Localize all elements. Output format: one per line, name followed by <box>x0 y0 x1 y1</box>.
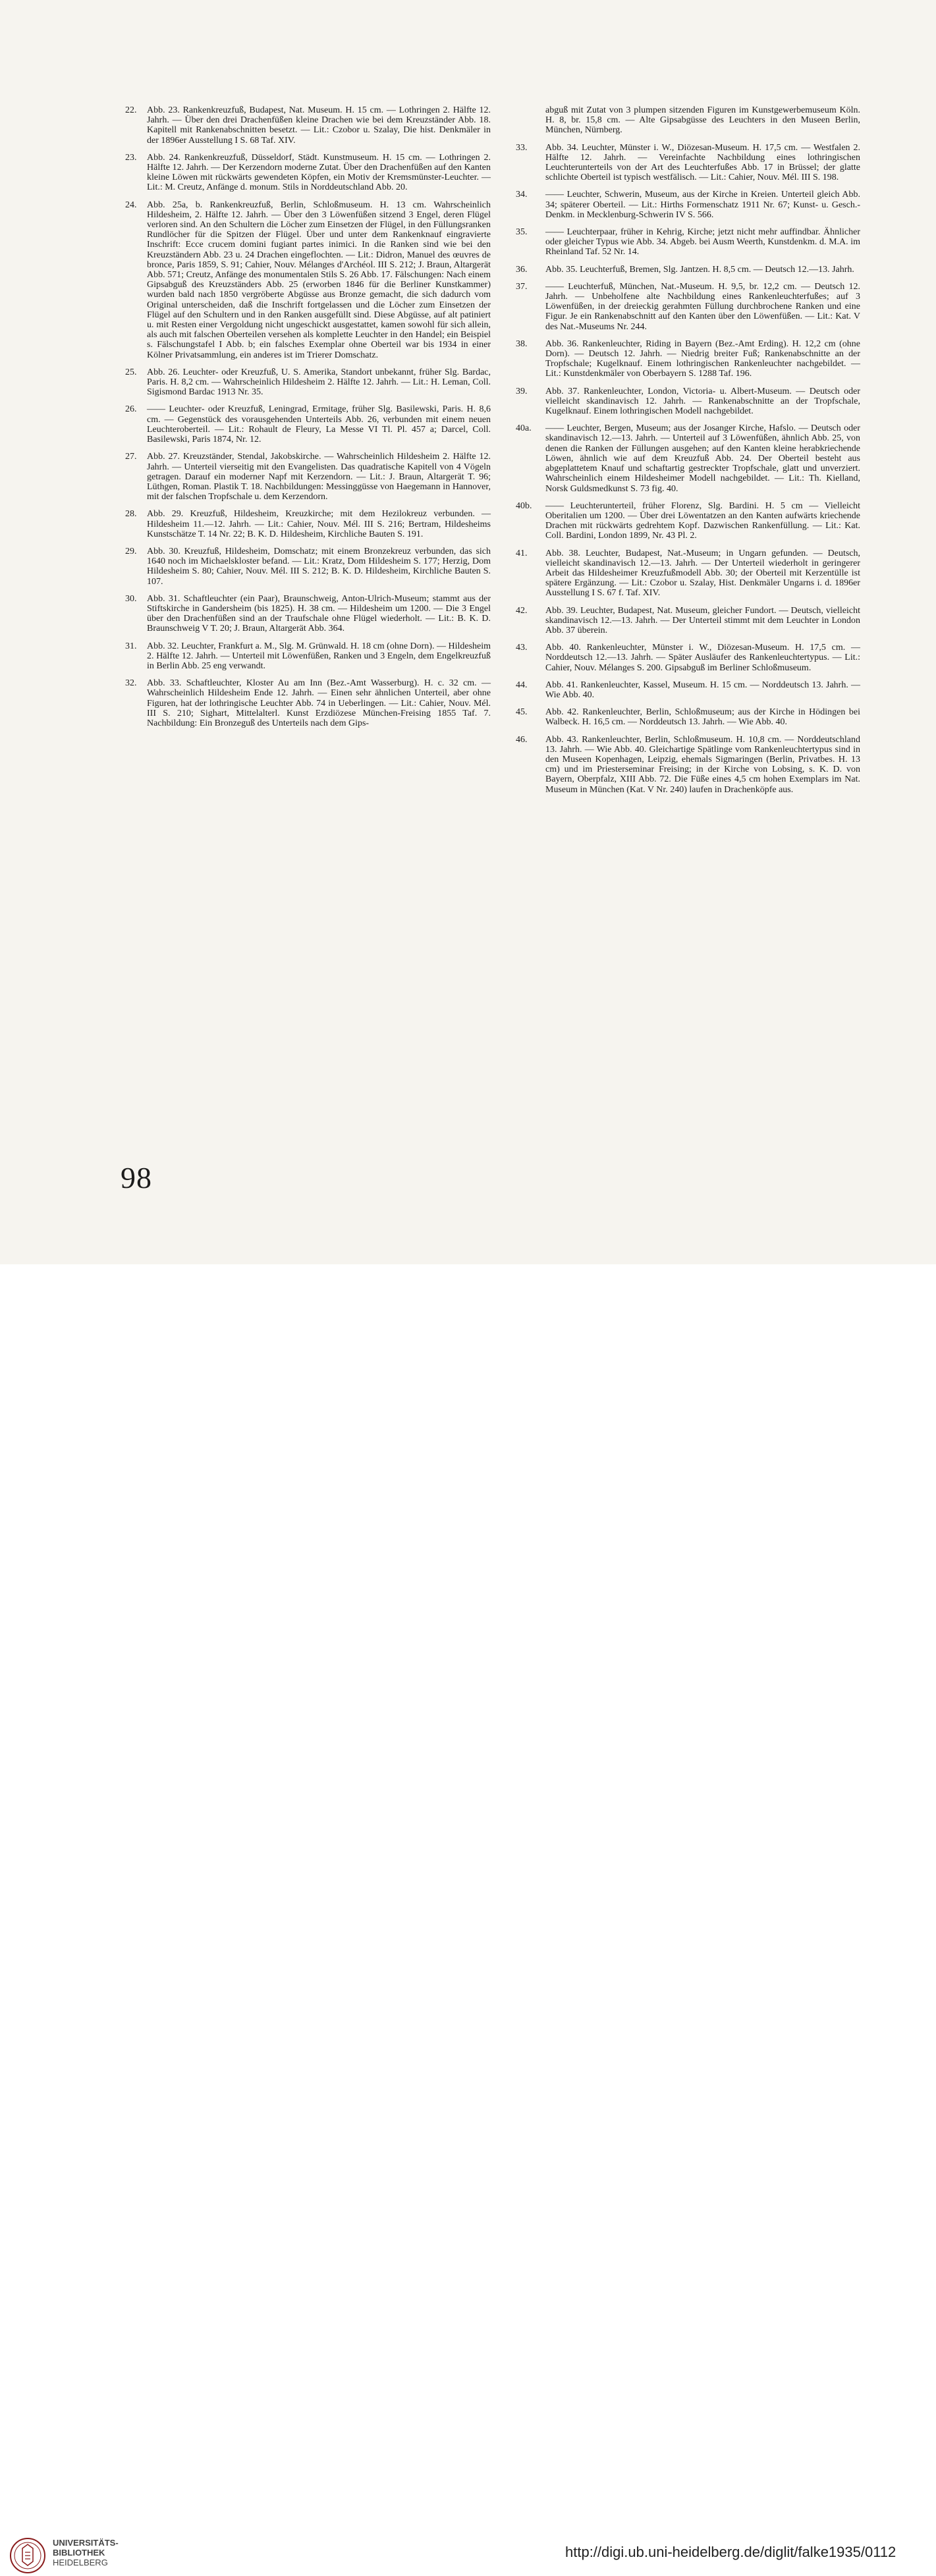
entry-text: —— Leuchterpaar, früher in Kehrig, Kirche; jetzt nicht mehr auffindbar. Ähnlicher oder gleicher Typus wie Abb. 34. Abgeb. bei Ausm Weerth, Kunstdenkm. d. M.A. im Rheinland Taf. 52 Nr. 14. <box>545 227 860 257</box>
catalog-entry <box>516 423 860 493</box>
catalog-entry <box>516 707 860 727</box>
entry-text: Abb. 42. Rankenleuchter, Berlin, Schloßmuseum; aus der Kirche in Hödingen bei Walbeck. H. 16,5 cm. — Norddeutsch 13. Jahrh. — Wie Abb. 40. <box>545 707 860 728</box>
catalog-entry <box>125 509 491 539</box>
library-name <box>53 2538 119 2567</box>
entry-text: Abb. 26. Leuchter- oder Kreuzfuß, U. S. Amerika, Standort unbekannt, früher Slg. Bardac, Paris. H. 8,2 cm. — Wahrscheinlich Hildesheim 2. Hälfte 12. Jahrh. — Lit.: H. Leman, Coll. Sigismond Bardac 1913 Nr. 35. <box>147 367 491 398</box>
entry-text: Abb. 38. Leuchter, Budapest, Nat.-Museum; in Ungarn gefunden. — Deutsch, vielleicht skandinavisch 12.—13. Jahrh. — Der Unterteil wiederholt in geringerer Arbeit das Hildesheimer Kreuzfußmodell Abb. 30; der Oberteil mit Kerzentülle ist spätere Ergänzung. — Lit.: Czobor u. Szalay, Hist. Denkmäler Ungarns i. d. 1896er Ausstellung I S. 67 f. Taf. XIV. <box>545 548 860 599</box>
entry-text: Abb. 30. Kreuzfuß, Hildesheim, Domschatz; mit einem Bronzekreuz verbunden, das sich 1640 noch im Michaelskloster befand. — Lit.: Kratz, Dom Hildesheim S. 177; Herzig, Dom Hildesheim S. 80; Cahier, Nouv. Mél. III S. 212; B. K. D. Hildesheim, Kirchliche Bauten S. 107. <box>147 546 491 587</box>
catalog-entry <box>125 404 491 444</box>
entry-number: 36. <box>516 264 528 275</box>
source-url-link[interactable]: http://digi.ub.uni-heidelberg.de/diglit/falke1935/0112 <box>565 2544 896 2560</box>
catalog-entry <box>125 200 491 360</box>
entry-number: 40a. <box>516 423 532 434</box>
catalog-entry <box>125 678 491 728</box>
catalog-entry <box>516 387 860 417</box>
entry-text: Abb. 36. Rankenleuchter, Riding in Bayern (Bez.-Amt Erding). H. 12,2 cm (ohne Dorn). — Deutsch 12. Jahrh. — Niedrig breiter Fuß; Rankenabschnitte an der Tropfschale; Kugelknauf. Einem lothringischen Rankenleuchter nachgebildet. — Lit.: Kunstdenkmäler von Oberbayern S. 1288 Taf. 196. <box>545 338 860 379</box>
entry-text: Abb. 37. Rankenleuchter, London, Victoria- u. Albert-Museum. — Deutsch oder vielleicht skandinavisch 12. Jahrh. — Rankenabschnitte an der Tropfschale, Kugelknauf. Einem lothringischen Modell nachgebildet. <box>545 386 860 417</box>
catalog-entry <box>516 190 860 220</box>
entry-number: 27. <box>125 452 137 462</box>
entry-text: —— Leuchter- oder Kreuzfuß, Leningrad, Ermitage, früher Slg. Basilewski, Paris. H. 8,6 cm. — Gegenstück des vorausgehenden Unterteils Abb. 26, verbunden mit einem neuen Leuchteroberteil. — Lit.: Rohault de Fleury, La Messe VI Tl. Pl. 457 a; Darcel, Coll. Basilewski, Paris 1874, Nr. 12. <box>147 404 491 445</box>
left-column <box>125 105 491 736</box>
entry-number: 43. <box>516 643 528 653</box>
entry-number: 26. <box>125 404 137 415</box>
entry-text: Abb. 43. Rankenleuchter, Berlin, Schloßmuseum. H. 10,8 cm. — Norddeutschland 13. Jahrh. — Wie Abb. 40. Gleichartige Spätlinge vom Rankenleuchtertypus sind in den Museen Kopenhagen, Leipzig, ehemals Sigmaringen (Berlin, Privatbes. H. 13 cm) und im Priesterseminar Freising; in der Kirche von Lobsing, s. K. D. von Bayern, Oberpfalz, XIII Abb. 72. Die Füße eines 4,5 cm hohen Exemplars im Nat. Museum in München (Kat. V Nr. 240) laufen in Drachenköpfe aus. <box>545 734 860 795</box>
catalog-entry <box>125 641 491 672</box>
entry-text: Abb. 24. Rankenkreuzfuß, Düsseldorf, Städt. Kunstmuseum. H. 15 cm. — Lothringen 2. Hälfte 12. Jahrh. — Der Kerzendorn moderne Zutat. Über den Drachenfüßen auf den Kanten kleine Löwen mit rückwärts gewendeten Köpfen, ein Motiv der Kremsmünster-Leuchter. — Lit.: M. Creutz, Anfänge d. monum. Stils in Norddeutschland Abb. 20. <box>147 152 491 193</box>
catalog-entry <box>516 265 860 275</box>
entry-number: 42. <box>516 605 528 616</box>
entry-number: 32. <box>125 678 137 689</box>
entry-number: 35. <box>516 227 528 238</box>
entry-text: Abb. 34. Leuchter, Münster i. W., Diözesan-Museum. H. 17,5 cm. — Westfalen 2. Hälfte 12. Jahrh. — Vereinfachte Nachbildung eines lothringischen Leuchterunterteils von der Art des Leuchterfußes Abb. 17 in Brüssel; der glatte schlichte Oberteil ist typisch westfälisch. — Lit.: Cahier, Nouv. Mél. III S. 198. <box>545 142 860 183</box>
entry-number: 44. <box>516 680 528 690</box>
entry-number: 23. <box>125 152 137 163</box>
entry-text: Abb. 41. Rankenleuchter, Kassel, Museum. H. 15 cm. — Norddeutsch 13. Jahrh. — Wie Abb. 40. <box>545 680 860 700</box>
catalog-entry <box>516 643 860 673</box>
entry-number: 25. <box>125 367 137 377</box>
catalog-entry <box>516 735 860 795</box>
page-number: 98 <box>121 1161 152 1194</box>
entry-text: Abb. 27. Kreuzständer, Stendal, Jakobskirche. — Wahrscheinlich Hildesheim 2. Hälfte 12. Jahrh. — Unterteil vierseitig mit den Evangelisten. Das quadratische Kapitell von 4 Vögeln getragen. Darauf ein moderner Napf mit Kerzendorn. — Lit.: J. Braun, Altargerät T. 96; Lüthgen, Roman. Plastik T. 18. Nachbildungen: Messinggüsse von Haegemann in Hannover, mit der falschen Tropfschale u. dem Kerzendorn. <box>147 452 491 502</box>
catalog-entry <box>516 501 860 541</box>
entry-number: 46. <box>516 734 528 745</box>
library-line-1: UNIVERSITÄTS- <box>53 2538 119 2548</box>
entry-text: —— Leuchterunterteil, früher Florenz, Slg. Bardini. H. 5 cm — Vielleicht Oberitalien um 1200. — Über drei Löwentatzen an den Kanten aufwärts kriechende Drachen mit rückwärts gedrehtem Kopf. Dazwischen Rankenfüllung. — Lit.: Kat. Coll. Bardini, London 1899, Nr. 43 Pl. 2. <box>545 500 860 541</box>
entry-number: 37. <box>516 281 528 292</box>
entry-text: Abb. 25a, b. Rankenkreuzfuß, Berlin, Schloßmuseum. H. 13 cm. Wahrscheinlich Hildesheim, 2. Hälfte 12. Jahrh. — Über den 3 Löwenfüßen sitzend 3 Engel, deren Flügel verloren sind. An den Schultern die Löcher zum Einsetzen der Flügel, in den Füllungsranken Rundlöcher für die Spitzen der Flügel. Über und unter dem Rankenknauf eingravierte Inschrift: Ecce crucem domini fugiant partes inimici. In die Ranken sind wie bei den Kreuzständern Abb. 23 u. 24 Drachen eingeflochten. — Lit.: Didron, Manuel des œuvres de bronce, Paris 1859, S. 91; Cahier, Nouv. Mélanges d'Archéol. III S. 212; J. Braun, Altargerät Abb. 571; Creutz, Anfänge des monumentalen Stils S. 26 Abb. 17. Fälschungen: Nach einem Gipsabguß des Kreuzständers Abb. 25 (erworben 1846 für die Berliner Kunstkammer) wurden bald nach 1850 vergröberte Abgüsse aus Bronze gemacht, die sich dadurch vom Original unterscheiden, daß die Inschrift fortgelassen und die Löcher zum Einsetzen der Flügel auf den Schultern und in den Ranken ausgefüllt sind. Diese Abgüsse, auf alt patiniert u. mit Resten einer Vergoldung nicht ungeschickt ausgestattet, kamen sowohl für sich allein, als auch mit falschen Oberteilen versehen als komplette Leuchter in den Handel; ein Beispiel s. Fälschungstafel I Abb. b; ein falsches Exemplar ohne Oberteil war bis 1934 in einer Kölner Privatsammlung, ein anderes ist im Trierer Domschatz. <box>147 200 491 360</box>
entry-number: 28. <box>125 509 137 520</box>
catalog-entry <box>516 606 860 636</box>
entry-text: Abb. 31. Schaftleuchter (ein Paar), Braunschweig, Anton-Ulrich-Museum; stammt aus der Stiftskirche in Gandersheim (bis 1825). H. 38 cm. — Hildesheim um 1200. — Die 3 Engel über den Drachenfüßen sind an der Traufschale ohne Flügel wiederholt. — Lit.: B. K. D. Braunschweig V T. 20; J. Braun, Altargerät Abb. 364. <box>147 593 491 634</box>
entry-text: Abb. 29. Kreuzfuß, Hildesheim, Kreuzkirche; mit dem Hezilokreuz verbunden. — Hildesheim 11.—12. Jahrh. — Lit.: Cahier, Nouv. Mél. III S. 216; Bertram, Hildesheims Kunstschätze T. 14 Nr. 22; B. K. D. Hildesheim, Kirchliche Bauten S. 191. <box>147 509 491 539</box>
entry-number: 34. <box>516 190 528 200</box>
entry-number: 22. <box>125 105 137 115</box>
entry-text: —— Leuchterfuß, München, Nat.-Museum. H. 9,5, br. 12,2 cm. — Deutsch 12. Jahrh. — Unbeholfene alte Nachbildung eines Rankenleuchterfußes; auf 3 Löwenfüßen, in der dreieckig gerahmten Füllung durchbrochene Ranken und eine Figur. Je ein Rankenabschnitt auf den Kanten über den Löwenfüßen. — Lit.: Kat. V des Nat.-Museums Nr. 244. <box>545 281 860 332</box>
right-column <box>516 105 860 802</box>
entry-text: Abb. 33. Schaftleuchter, Kloster Au am Inn (Bez.-Amt Wasserburg). H. c. 32 cm. — Wahrscheinlich Hildesheim Ende 12. Jahrh. — Einen sehr ähnlichen Unterteil, aber ohne Figuren, hat der lothringische Leuchter Abb. 74 in Ueberlingen. — Lit.: Cahier, Nouv. Mél. III S. 210; Sighart, Mittelalterl. Kunst Erzdiözese München-Freising 1855 Taf. 7. Nachbildung: Ein Bronzeguß des Unterteils nach dem Gips- <box>147 678 491 728</box>
catalog-entry <box>125 367 491 398</box>
entry-text: —— Leuchter, Bergen, Museum; aus der Josanger Kirche, Hafslo. — Deutsch oder skandinavisch 12.—13. Jahrh. — Unterteil auf 3 Löwenfüßen, ähnlich Abb. 25, von denen die Ranken der Füllungen ausgehen; auf den Kanten kleine herabkriechende Löwen, ähnlich wie auf dem Kreuzfuß Abb. 24. Der Oberteil besteht aus abgeplattetem Knauf und schaftartig gestreckter Tropfschale, glatt und unverziert. Wahrscheinlich einem Hildesheimer Modell nachgebildet. — Lit.: Th. Kielland, Norsk Guldsmedkunst S. 73 fig. 40. <box>545 423 860 494</box>
library-line-2: BIBLIOTHEK <box>53 2548 105 2558</box>
entry-number: 33. <box>516 142 528 153</box>
entry-number: 40b. <box>516 500 532 511</box>
catalog-entry <box>516 227 860 257</box>
entry-text: —— Leuchter, Schwerin, Museum, aus der Kirche in Kreien. Unterteil gleich Abb. 34; späterer Oberteil. — Lit.: Hirths Formenschatz 1911 Nr. 67; Kunst- u. Gesch.-Denkm. in Mecklenburg-Schwerin IV S. 566. <box>545 190 860 220</box>
catalog-entry <box>516 339 860 379</box>
entry-number: 24. <box>125 200 137 210</box>
catalog-entry <box>516 105 860 136</box>
catalog-entry <box>125 547 491 587</box>
catalog-entry <box>516 549 860 599</box>
entry-number: 41. <box>516 548 528 558</box>
catalog-entry <box>125 594 491 634</box>
university-seal-icon <box>8 2535 47 2576</box>
footer-bar <box>0 1264 936 2567</box>
entry-text: Abb. 40. Rankenleuchter, Münster i. W., Diözesan-Museum. H. 17,5 cm. — Norddeutsch 12.—13. Jahrh. — Später Ausläufer des Rankenleuchtertypus. — Lit.: Cahier, Nouv. Mélanges S. 200. Gipsabguß im Berliner Schloßmuseum. <box>545 643 860 673</box>
entry-text: abguß mit Zutat von 3 plumpen sitzenden Figuren im Kunstgewerbemuseum Köln. H. 8, br. 15,8 cm. — Alte Gipsabgüsse des Leuchters in den Museen Berlin, München, Nürnberg. <box>545 105 860 136</box>
entry-text: Abb. 35. Leuchterfuß, Bremen, Slg. Jantzen. H. 8,5 cm. — Deutsch 12.—13. Jahrh. <box>545 264 854 275</box>
scanned-page <box>0 0 936 1264</box>
catalog-entry <box>516 143 860 183</box>
entry-number: 38. <box>516 338 528 349</box>
entry-text: Abb. 32. Leuchter, Frankfurt a. M., Slg. M. Grünwald. H. 18 cm (ohne Dorn). — Hildesheim 2. Hälfte 12. Jahrh. — Unterteil mit Löwenfüßen, Ranken und 3 Engeln, dem Engelkreuzfuß in Berlin Abb. 25 eng verwandt. <box>147 641 491 671</box>
catalog-entry <box>125 452 491 502</box>
entry-number: 39. <box>516 386 528 396</box>
catalog-entry <box>125 105 491 146</box>
catalog-entry <box>516 680 860 700</box>
catalog-entry <box>516 282 860 332</box>
entry-number: 31. <box>125 641 137 651</box>
entry-number: 30. <box>125 593 137 604</box>
entry-text: Abb. 39. Leuchter, Budapest, Nat. Museum, gleicher Fundort. — Deutsch, vielleicht skandinavisch 12.—13. Jahrh. — Der Unterteil stimmt mit dem Leuchter in London Abb. 37 überein. <box>545 605 860 635</box>
entry-text: Abb. 23. Rankenkreuzfuß, Budapest, Nat. Museum. H. 15 cm. — Lothringen 2. Hälfte 12. Jahrh. — Über den drei Drachenfüßen kleine Drachen wie bei dem Kreuzständer Abb. 18. Kapitell mit Rankenabschnitten besetzt. — Lit.: Czobor u. Szalay, Die hist. Denkmäler in der 1896er Ausstellung I S. 68 Taf. XIV. <box>147 105 491 146</box>
catalog-entry <box>125 153 491 193</box>
entry-number: 29. <box>125 546 137 556</box>
entry-number: 45. <box>516 707 528 718</box>
library-line-3: HEIDELBERG <box>53 2558 108 2567</box>
